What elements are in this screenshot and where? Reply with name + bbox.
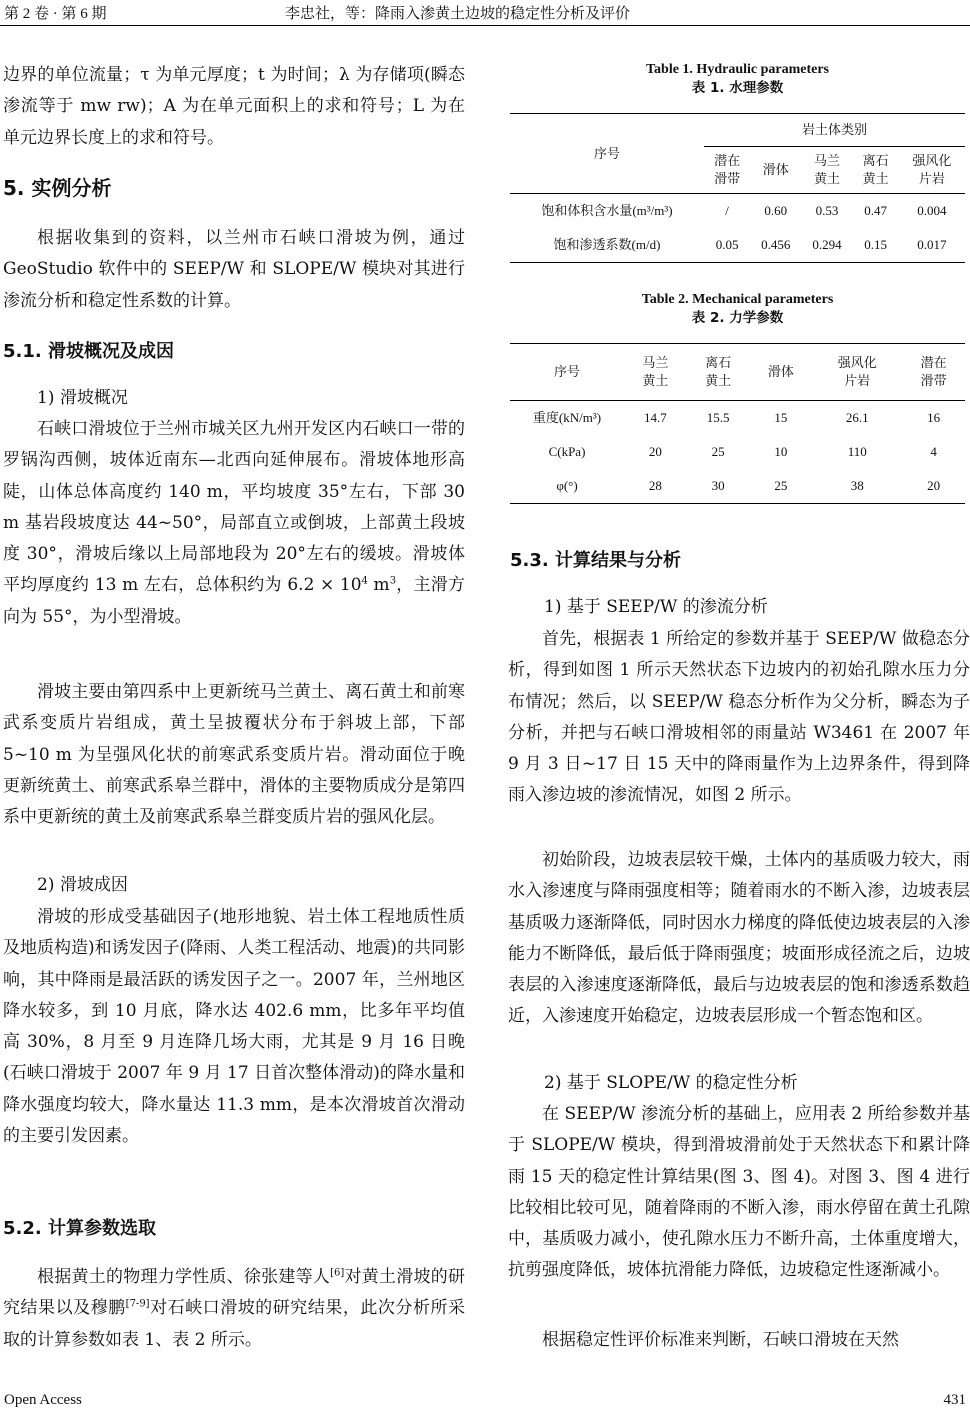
table-cell: 0.004 — [917, 203, 947, 218]
row-header: 序号 — [553, 364, 580, 379]
table-row — [510, 435, 965, 469]
column-header: 强风化 片岩 — [837, 355, 877, 388]
column-header: 马兰 黄土 — [813, 153, 840, 186]
table-cell: 16 — [927, 410, 941, 425]
row-label: 重度(kN/m³) — [532, 410, 602, 425]
table-cell: 15.5 — [706, 410, 730, 425]
table-cell: 26.1 — [845, 410, 869, 425]
table-cell: 15 — [774, 410, 788, 425]
paragraph: 石峡口滑坡位于兰州市城关区九州开发区内石峡口一带的罗锅沟西侧，坡体近南东—北西向延伸展布。滑坡体地形高陡，山体总体高度约 140 m，平均坡度 35°左右，下部 30 m 基岩段坡度达 44~50°，局部直立或倒坡，上部黄土段坡度 30°，滑坡后缘以上局部地段为 20°左右的缓坡。滑坡体平均厚度约 13 m 左右，总体积约为 $6.2 \times 10^4$ $m^3$，主滑方向为 55°，为小型滑坡。 — [3, 419, 465, 627]
column-header: 马兰 黄土 — [642, 355, 669, 388]
table-cell: 110 — [847, 444, 867, 459]
row-label: φ(°) — [556, 478, 578, 493]
table-cell: 0.456 — [761, 237, 791, 252]
table-caption-cn: 表 2. 力学参数 — [691, 310, 784, 326]
column-header: 滑体 — [762, 162, 789, 177]
paragraph: 滑坡的形成受基础因子(地形地貌、岩土体工程地质性质及地质构造)和诱发因子(降雨、人类工程活动、地震)的共同影响，其中降雨是最活跃的诱发因子之一。2007 年，兰州地区降水较多，到 10 月底，降水达 402.6 mm，比多年平均值高 30%，8 月至 9 月连降几场大雨，尤其是 9 月 16 日晚(石峡口滑坡于 2007 年 9 月 17 日首次整体滑动)的降水量和降水强度均较大，降水量达 11.3 mm，是本次滑坡首次滑动的主要引发因素。 — [3, 907, 465, 1147]
column-header: 潜在 滑带 — [714, 153, 741, 186]
table-cell: 38 — [850, 478, 864, 493]
row-header: 序号 — [510, 114, 704, 194]
row-label: 饱和体积含水量(m³/m³) — [541, 203, 673, 218]
page-number: 431 — [943, 1392, 966, 1408]
table-2 — [510, 290, 965, 504]
table-cell: 20 — [648, 444, 662, 459]
table-row — [510, 469, 965, 504]
paragraph: 初始阶段，边坡表层较干燥，土体内的基质吸力较大，雨水入渗速度与降雨强度相等；随着雨水的不断入渗，边坡表层基质吸力逐渐降低，同时因水力梯度的降低使边坡表层的入渗能力不断降低，最后低于降雨强度；坡面形成径流之后，边坡表层的入渗速度逐渐降低，最后与边坡表层的饱和渗透系数趋近，入渗速度开始稳定，边坡表层形成一个暂态饱和区。 — [508, 850, 970, 1027]
table-caption-cn: 表 1. 水理参数 — [691, 80, 784, 96]
table-cell: 25 — [774, 478, 788, 493]
paragraph: 滑坡主要由第四系中上更新统马兰黄土、离石黄土和前寒武系变质片岩组成，黄土呈披覆状分布于斜坡上部，下部 5~10 m 为呈强风化状的前寒武系变质片岩。滑动面位于晚更新统黄土、前寒武系皋兰群中，滑体的主要物质成分是第四系中更新统的黄土及前寒武系皋兰群变质片岩的强风化层。 — [3, 682, 465, 828]
footer-open-access: Open Access — [4, 1392, 82, 1408]
table-cell: 0.05 — [715, 237, 739, 252]
table-row — [510, 401, 965, 436]
paragraph: 根据收集到的资料，以兰州市石峡口滑坡为例，通过 GeoStudio 软件中的 SEEP/W 和 SLOPE/W 模块对其进行渗流分析和稳定性系数的计算。 — [3, 228, 465, 311]
table-caption-en: Table 1. Hydraulic parameters — [645, 62, 830, 77]
table-cell: 25 — [711, 444, 725, 459]
table-cell: / — [725, 203, 729, 218]
paragraph: 根据稳定性评价标准来判断，石峡口滑坡在天然 — [542, 1330, 899, 1350]
row-label: C(kPa) — [548, 444, 586, 459]
table-row — [510, 194, 965, 229]
row-label: 饱和渗透系数(m/d) — [553, 237, 661, 252]
header-rule — [0, 25, 970, 26]
sub-heading: 1) 滑坡概况 — [37, 388, 128, 408]
column-group: 岩土体类别 — [704, 114, 965, 147]
sub-heading: 1) 基于 SEEP/W 的渗流分析 — [544, 597, 768, 617]
table-cell: 0.60 — [764, 203, 788, 218]
table-cell: 4 — [930, 444, 937, 459]
table-cell: 0.15 — [864, 237, 888, 252]
table-cell: 0.47 — [864, 203, 888, 218]
table-1 — [510, 60, 965, 263]
table-row — [510, 228, 965, 263]
column-header: 强风化 片岩 — [912, 153, 952, 186]
section-heading: 5. 实例分析 — [3, 176, 112, 200]
table-cell: 14.7 — [644, 410, 667, 425]
paragraph: 根据黄土的物理力学性质、徐张建等人[6]对黄土滑坡的研究结果以及穆鹏[7-9]对石峡口滑坡的研究结果，此次分析所采取的计算参数如表 1、表 2 所示。 — [3, 1267, 466, 1350]
paragraph: 首先，根据表 1 所给定的参数并基于 SEEP/W 做稳态分析，得到如图 1 所示天然状态下边坡内的初始孔隙水压力分布情况；然后，以 SEEP/W 稳态分析作为父分析，瞬态为子分析，并把与石峡口滑坡相邻的雨量站 W3461 在 2007 年 9 月 3 日~17 日 15 天中的降雨量作为上边界条件，得到降雨入渗边坡的渗流情况，如图 2 所示。 — [508, 629, 970, 806]
column-header: 潜在 滑带 — [920, 355, 947, 388]
table-cell: 20 — [927, 478, 941, 493]
table-cell: 10 — [774, 444, 788, 459]
table-caption-en: Table 2. Mechanical parameters — [641, 292, 834, 307]
sub-heading: 2) 基于 SLOPE/W 的稳定性分析 — [544, 1073, 798, 1093]
table-cell: 0.017 — [917, 237, 947, 252]
journal-issue: 第 2 卷 · 第 6 期 — [4, 6, 107, 22]
sub-heading: 2) 滑坡成因 — [37, 875, 128, 895]
subsection-heading: 5.1. 滑坡概况及成因 — [3, 341, 174, 362]
left-column — [3, 60, 465, 154]
paragraph: 在 SEEP/W 渗流分析的基础上，应用表 2 所给参数并基于 SLOPE/W 模块，得到滑坡滑前处于天然状态下和累计降雨 15 天的稳定性计算结果(图 3、图 4)。对图 3、图 4 进行比较相比较可见，随着降雨的不断入渗，雨水停留在黄土孔隙中，基质吸力减小，使孔隙水压力不断升高，土体重度增大，抗剪强度降低，坡体抗滑能力降低，边坡稳定性逐渐减小。 — [508, 1104, 970, 1281]
subsection-heading: 5.3. 计算结果与分析 — [510, 550, 681, 571]
table-cell: 0.294 — [812, 237, 842, 252]
running-title: 李忠社，等：降雨入渗黄土边坡的稳定性分析及评价 — [285, 6, 631, 22]
column-header: 滑体 — [767, 364, 794, 379]
table-cell: 0.53 — [815, 203, 839, 218]
table-cell: 30 — [711, 478, 725, 493]
subsection-heading: 5.2. 计算参数选取 — [3, 1218, 156, 1239]
column-header: 离石 黄土 — [862, 153, 889, 186]
paragraph: 边界的单位流量；τ 为单元厚度；t 为时间；λ 为存储项(瞬态渗流等于 mw rw)；A 为在单元面积上的求和符号；L 为在单元边界长度上的求和符号。 — [3, 65, 465, 148]
table-cell: 28 — [648, 478, 662, 493]
column-header: 离石 黄土 — [705, 355, 732, 388]
